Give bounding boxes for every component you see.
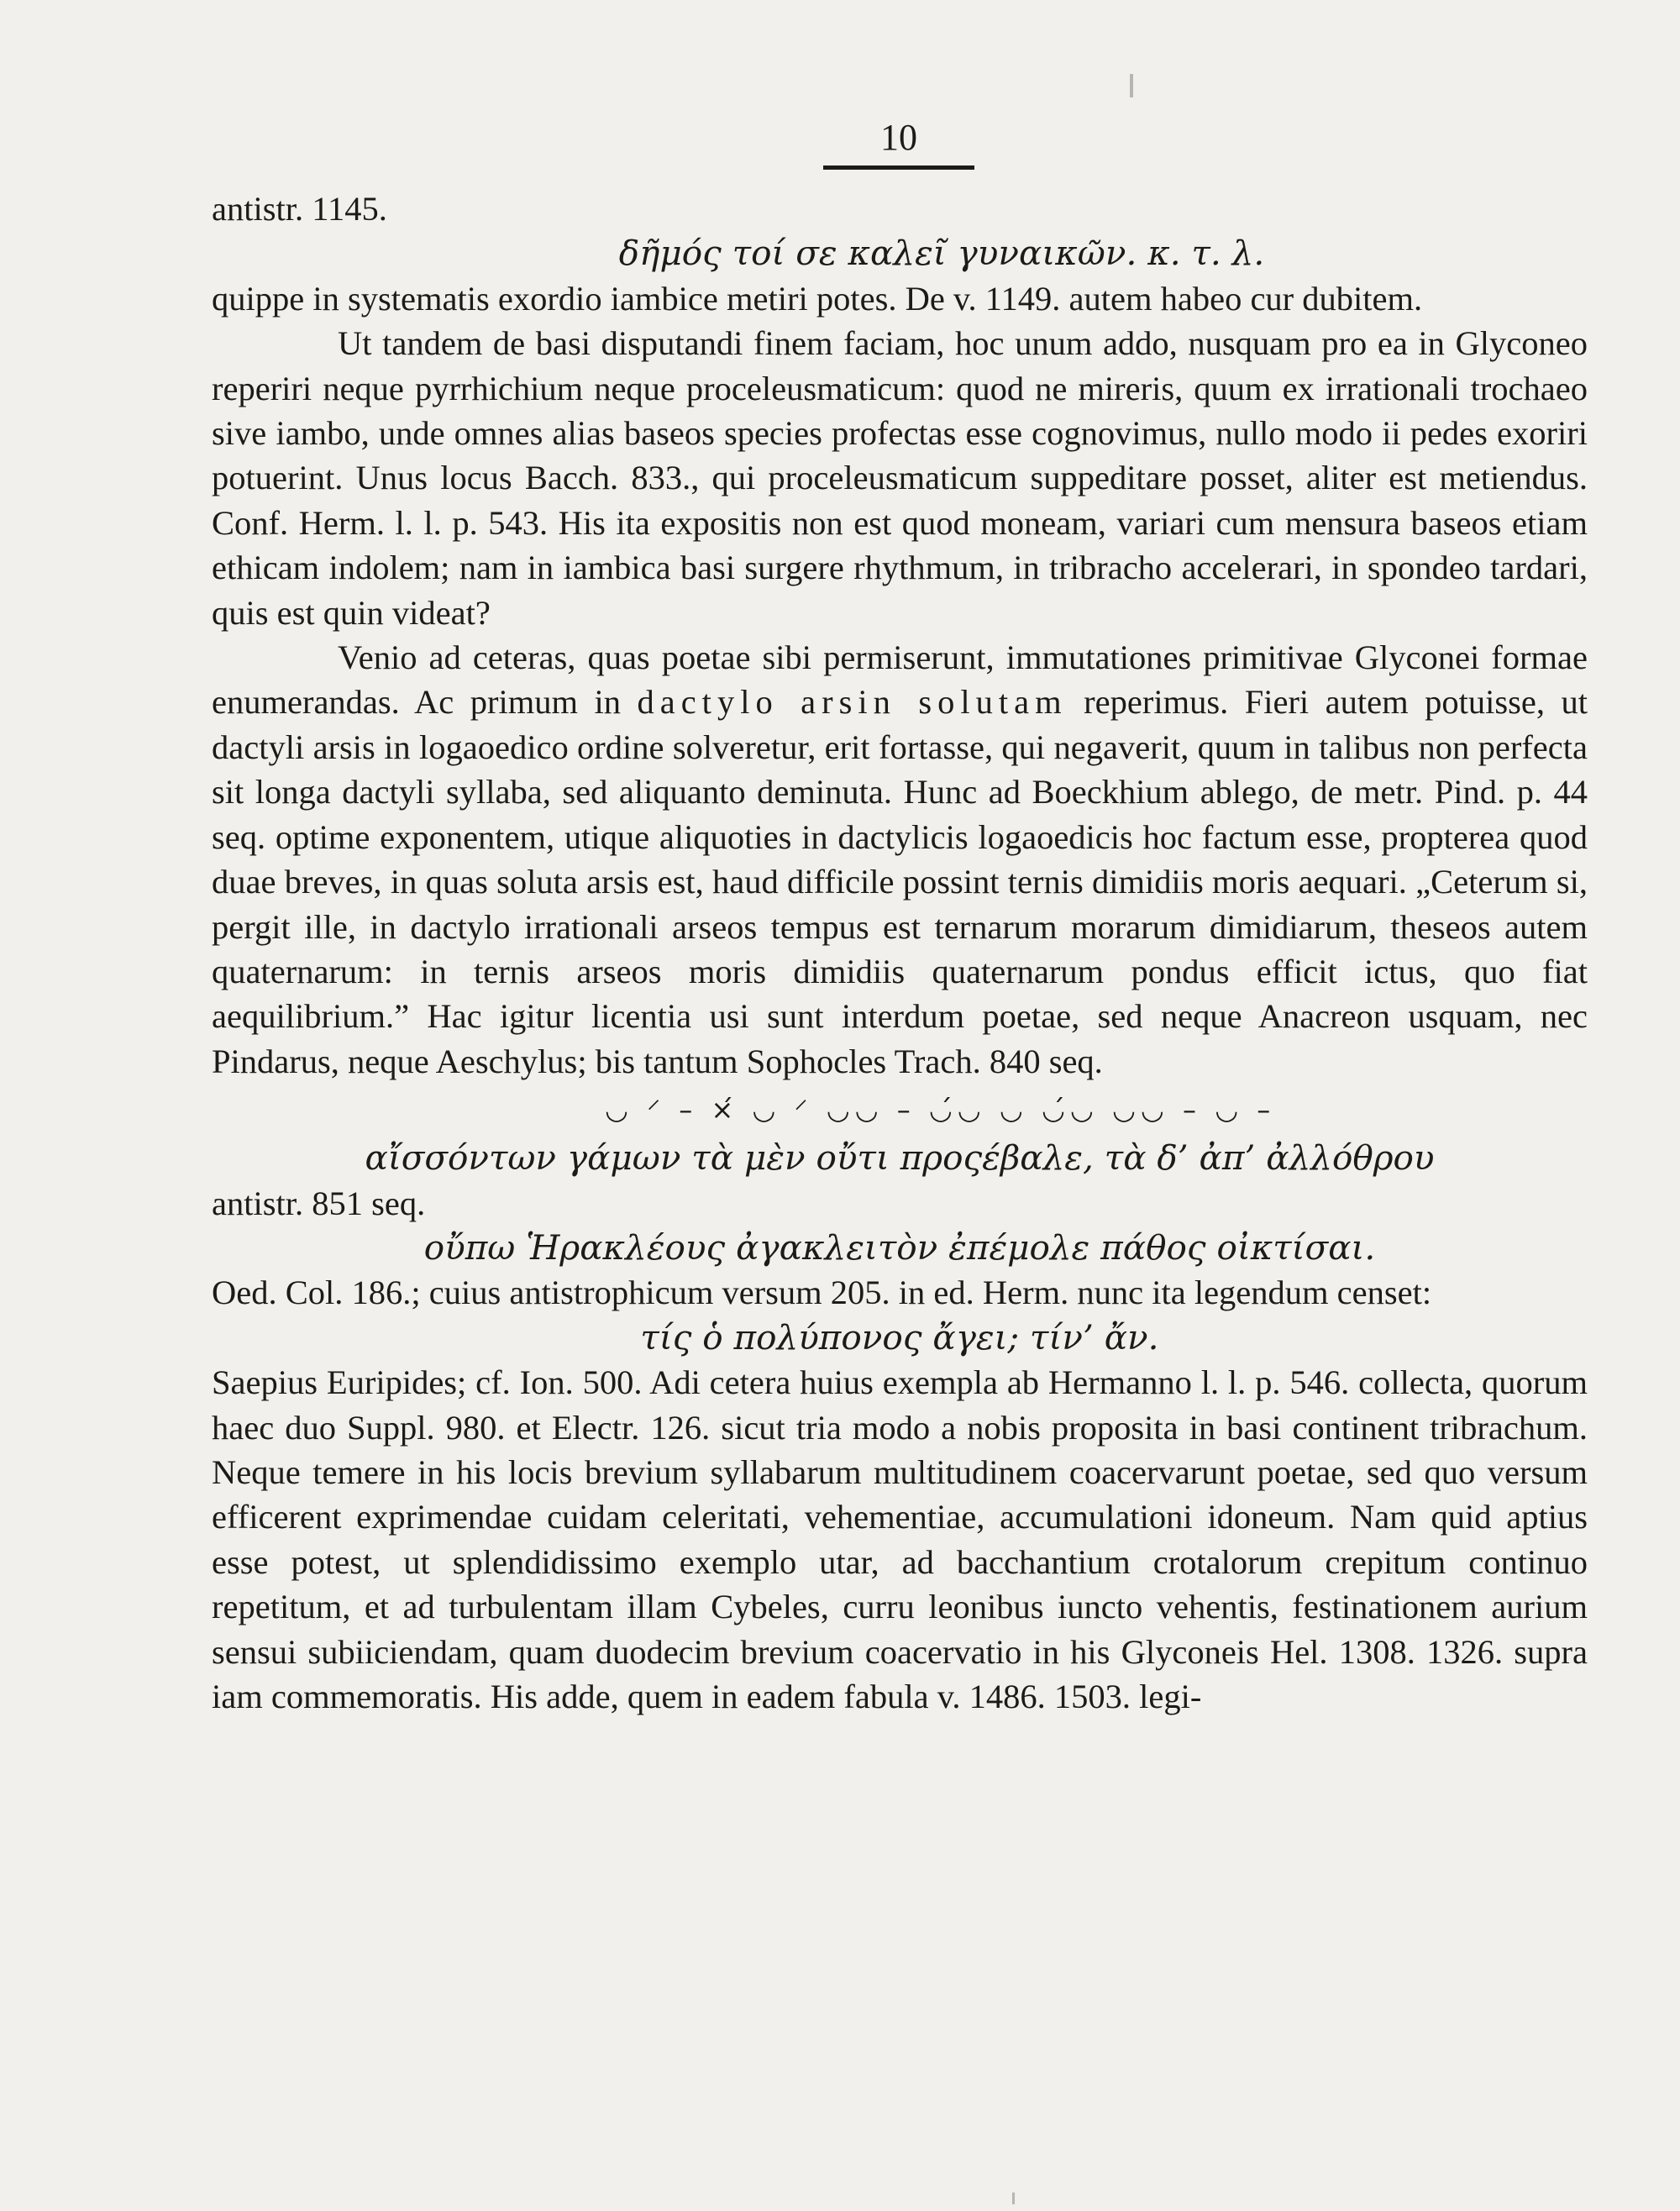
scan-speck xyxy=(1012,2193,1015,2204)
greek-verse-1: δῆμός τοί σε καλεῖ γυναικῶν. κ. τ. λ. xyxy=(618,233,1265,274)
venio-text-a: Venio ad ceteras, quas poetae sibi permiserunt, immutationes primitivae Glyconei formae enumerandas. Ac primum in xyxy=(212,638,1588,722)
greek-verse-2: αἴσσόντων γάμων τὰ μὲν οὔτι προςέβαλε, τὰ δ’ ἀπ’ ἀλλόθρου xyxy=(365,1137,1435,1179)
paragraph-saepius: Saepius Euripides; cf. Ion. 500. Adi cetera huius exempla ab Hermanno l. l. p. 546. collecta, quorum haec duo Suppl. 980. et Electr. 126. sicut tria modo a nobis proposita in basi continent tribrachum. Neque temere in his locis brevium syllabarum multitudinem coacervarunt poetae, sed quo versum efficerent exprimendae cuidam celeritati, vehementiae, accumulationi idoneum. Nam quid aptius esse potest, ut splendidissimo exemplo utar, ad bacchantium crotalorum crepitum continuo repetitum, et ad turbulentam illam Cybeles, curru leonibus iuncto vehentis, festinationem aurium sensui subiiciendam, quam duodecim brevium coacervatio in his Glyconeis Hel. 1308. 1326. supra iam commemoratis. His adde, quem in eadem fabula v. 1486. 1503. legi- xyxy=(212,1363,1588,1715)
paragraph-quippe: quippe in systematis exordio iambice metiri potes. De v. 1149. autem habeo cur dubitem. xyxy=(212,279,1423,318)
venio-text-b: reperimus. Fieri autem potuisse, ut dactyli arsis in logaoedico ordine solveretur, erit fortasse, qui negaverit, quum in talibus non perfecta sit longa dactyli syllaba, sed aliquanto deminuta. Hunc ad Boeckhium ablego, de metr. Pind. p. 44 seq. optime exponentem, utique aliquoties in dactylicis logaoedicis hoc factum esse, propterea quod duae breves, in quas soluta arsis est, haud difficile possint ternis dimidiis moris aequari. „Ceterum si, pergit ille, in dactylo irrationali arseos tempus est ternarum morarum dimidiarum, theseos autem quaternarum: in ternis arseos moris dimidiis quaternarum pondus efficit ictus, quo fiat aequilibrium.” Hac igitur licentia usi sunt interdum poetae, sed neque Anacreon usquam, nec Pindarus, neque Aeschylus; bis tantum Sophocles Trach. 840 seq. xyxy=(212,683,1588,1080)
line-oed-col: Oed. Col. 186.; cuius antistrophicum versum 205. in ed. Herm. nunc ita legendum censet: xyxy=(212,1274,1432,1312)
spaced-term-dactylo: dactylo arsin solutam xyxy=(637,683,1068,722)
greek-verse-3: οὔπω Ἡρακλέους ἀγακλειτὸν ἐπέμολε πάθος οἰκτίσαι. xyxy=(423,1226,1376,1268)
line-antistr-1145: antistr. 1145. xyxy=(212,190,387,228)
paragraph-venio xyxy=(212,635,1588,1084)
greek-verse-4: τίς ὁ πολύπονος ἄγει; τίν’ ἄν. xyxy=(640,1316,1159,1358)
page-body xyxy=(212,186,1588,1719)
scan-speck xyxy=(1130,74,1133,97)
paragraph-ut-tandem: Ut tandem de basi disputandi finem faciam, hoc unum addo, nusquam pro ea in Glyconeo reperiri neque pyrrhichium neque proceleusmaticum: quod ne mireris, quum ex irrationali trochaeo sive iambo, unde omnes alias baseos species profectas esse cognovimus, nullo modo ii pedes exoriri potuerint. Unus locus Bacch. 833., qui proceleusmaticum suppeditare posset, aliter est metiendus. Conf. Herm. l. l. p. 543. His ita expositis non est quod moneam, variari cum mensura baseos etiam ethicam indolem; nam in iambica basi surgere rhythmum, in tribracho accelerari, in spondeo tardari, quis est quin videat? xyxy=(212,324,1588,632)
metrical-scheme: ◡ ⸍ – ×́ ◡ ⸍ ◡◡ – ◡́◡ ◡ ◡́◡ ◡◡ – ◡ – xyxy=(605,1094,1276,1127)
line-antistr-851: antistr. 851 seq. xyxy=(212,1184,426,1222)
page-number: 10 xyxy=(823,116,974,170)
